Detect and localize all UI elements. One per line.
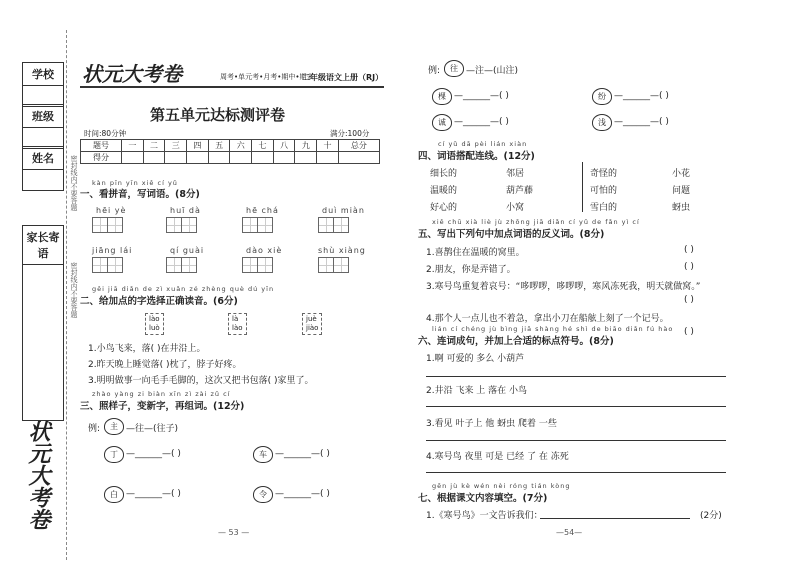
score-cell[interactable]: [317, 152, 339, 164]
q1-grid[interactable]: [92, 217, 122, 233]
score-head: 四: [187, 140, 209, 152]
q2-option-c: juè jiào: [302, 313, 322, 335]
q6-title: 六、连词成句，并加上合适的标点符号。(8分): [418, 336, 614, 347]
q4-divider: [582, 162, 583, 212]
grade-text: 二年级语文上册（RJ）: [302, 73, 384, 82]
q1-grid[interactable]: [166, 257, 196, 273]
q1-py-2: huī dà: [170, 206, 201, 215]
q2-pinyin: gěi jiā diǎn de zì xuǎn zé zhèng què dú yīn: [92, 285, 275, 293]
q2-line-1: 1.小鸟飞来，落( )在井沿上。: [88, 344, 206, 354]
q3-answer-1[interactable]: —______—( ): [126, 449, 181, 459]
score-table: [80, 139, 380, 164]
q1-title: 一、看拼音，写词语。(8分): [80, 189, 200, 200]
q6-answer-1[interactable]: [426, 376, 726, 377]
q4-r1-1[interactable]: 奇怪的: [590, 169, 618, 179]
q4-left-3[interactable]: 好心的: [430, 203, 458, 213]
seal-text-2: 密封线内不要答题: [70, 262, 78, 318]
q3-answer-2[interactable]: —______—( ): [275, 449, 330, 459]
q5-paren-2[interactable]: ( ): [684, 262, 694, 272]
score-cell[interactable]: [273, 152, 295, 164]
q3-pinyin: zhào yàng zi biàn xīn zì zài zǔ cí: [92, 390, 231, 398]
r-peach-4: 浅: [592, 114, 612, 131]
q6-line-1: 1.啊 可爱的 多么 小葫芦: [426, 354, 525, 364]
q3-peach-1: 丁: [104, 446, 124, 463]
q2-option-a: lào luò: [145, 313, 164, 335]
q4-r2-2[interactable]: 问题: [672, 186, 691, 196]
q4-r2-3[interactable]: 蚜虫: [672, 203, 691, 213]
score-cell[interactable]: [187, 152, 209, 164]
q6-answer-3[interactable]: [426, 440, 726, 441]
school-label: 学校: [23, 63, 63, 86]
q7-title: 七、根据课文内容填空。(7分): [418, 493, 548, 504]
q3-answer-3[interactable]: —______—( ): [126, 489, 181, 499]
page-number-right: —54—: [556, 528, 583, 537]
score-cell[interactable]: [252, 152, 274, 164]
score-cell[interactable]: [208, 152, 230, 164]
q1-pinyin: kàn pīn yīn xiě cí yǔ: [92, 179, 178, 187]
q1-grid[interactable]: [242, 257, 272, 273]
q5-line-1: 1.喜鹊住在温暖的窝里。: [426, 248, 525, 258]
score-head: 五: [208, 140, 230, 152]
score-head: 总分: [338, 140, 379, 152]
q4-mid-2[interactable]: 葫芦藤: [506, 186, 534, 196]
q1-py-4: duì miàn: [322, 206, 365, 215]
score-head: 八: [273, 140, 295, 152]
q3-example-peach: 主: [104, 418, 124, 435]
brand-logo: 状元大考卷: [82, 62, 182, 86]
q1-py-8: shù xiàng: [318, 246, 366, 255]
q4-mid-1[interactable]: 邻居: [506, 169, 525, 179]
q1-py-1: hēi yè: [96, 206, 127, 215]
q1-py-7: dào xiè: [246, 246, 283, 255]
q7-pinyin: gēn jù kè wén nèi róng tián kòng: [432, 482, 571, 490]
r-peach-3: 诚: [432, 114, 452, 131]
q7-answer-1[interactable]: [540, 518, 690, 519]
score-cell[interactable]: [121, 152, 143, 164]
q1-grid[interactable]: [166, 217, 196, 233]
r-peach-1: 棵: [432, 88, 452, 105]
full-score-text: 满分:100分: [330, 129, 370, 138]
q7-score: (2分): [700, 511, 722, 521]
q3-answer-4[interactable]: —______—( ): [275, 489, 330, 499]
score-head: 七: [252, 140, 274, 152]
name-box: [22, 146, 64, 191]
score-label: 得分: [81, 152, 122, 164]
q3-example-text: —往—(往子): [126, 424, 179, 434]
page-title: 第五单元达标测评卷: [150, 106, 286, 124]
r-example-text: —注—(山注): [466, 66, 519, 76]
q6-line-4: 4.寒号鸟 夜里 可是 已经 了 在 冻死: [426, 452, 569, 462]
q4-mid-3[interactable]: 小窝: [506, 203, 525, 213]
q4-left-2[interactable]: 温暖的: [430, 186, 458, 196]
q5-pinyin: xiě chū xià liè jù zhōng jiā diǎn cí yǔ de fǎn yì cí: [432, 218, 640, 226]
q5-line-3: 3.寒号鸟重复着哀号：“哆啰啰，哆啰啰，寒风冻死我，明天就做窝。”: [426, 282, 701, 292]
q1-grid[interactable]: [92, 257, 122, 273]
score-head: 九: [295, 140, 317, 152]
q5-paren-1[interactable]: ( ): [684, 245, 694, 255]
score-head: 二: [143, 140, 165, 152]
q6-line-3: 3.看见 叶子上 他 蚜虫 爬着 一些: [426, 419, 557, 429]
side-logo: 状元大考卷: [25, 420, 50, 530]
q2-line-2: 2.昨天晚上睡觉落( )枕了，脖子好疼。: [88, 360, 242, 370]
parent-label: 家长寄语: [23, 226, 63, 265]
q5-line-4: 4.那个人一点儿也不着急，拿出小刀在船舷上刻了一个记号。: [426, 314, 669, 324]
score-head: 三: [165, 140, 187, 152]
q4-r1-3[interactable]: 雪白的: [590, 203, 618, 213]
q1-grid[interactable]: [318, 257, 348, 273]
parent-box: [22, 225, 64, 421]
q3-example-label: 例:: [88, 424, 101, 434]
q4-left-1[interactable]: 细长的: [430, 169, 458, 179]
score-head: 题号: [81, 140, 122, 152]
q6-answer-2[interactable]: [426, 406, 726, 407]
q5-paren-4[interactable]: ( ): [684, 327, 694, 337]
q4-r2-1[interactable]: 小花: [672, 169, 691, 179]
score-cell[interactable]: [230, 152, 252, 164]
page-number-left: — 53 —: [218, 528, 250, 537]
q3-peach-2: 车: [253, 446, 273, 463]
q1-grid[interactable]: [318, 217, 348, 233]
r-answer-3[interactable]: —______—( ): [454, 117, 509, 127]
q1-grid[interactable]: [242, 217, 272, 233]
seal-line: [66, 30, 67, 560]
q1-py-6: qí guài: [170, 246, 205, 255]
q3-title: 三、照样子，变新字，再组词。(12分): [80, 401, 245, 412]
q2-title: 二、给加点的字选择正确读音。(6分): [80, 296, 238, 307]
q6-answer-4[interactable]: [426, 472, 726, 473]
q4-pinyin: cí yǔ dā pèi lián xiàn: [438, 140, 528, 148]
r-answer-2[interactable]: —______—( ): [614, 91, 669, 101]
series-text: 周考•单元考•月考•期中•期末: [220, 73, 314, 81]
score-cell[interactable]: [143, 152, 165, 164]
r-peach-2: 纷: [592, 88, 612, 105]
seal-text-1: 密封线内不要答题: [70, 155, 78, 211]
school-box: [22, 62, 64, 107]
score-cell[interactable]: [295, 152, 317, 164]
r-example-peach: 往: [444, 60, 464, 77]
score-cell[interactable]: [338, 152, 379, 164]
class-box: [22, 104, 64, 149]
r-answer-1[interactable]: —______—( ): [454, 91, 509, 101]
q2-option-b: là lào: [228, 313, 247, 335]
q1-py-3: hē chá: [246, 206, 279, 215]
r-answer-4[interactable]: —______—( ): [614, 117, 669, 127]
score-head: 一: [121, 140, 143, 152]
q3-peach-4: 令: [253, 486, 273, 503]
score-head: 十: [317, 140, 339, 152]
q5-paren-3[interactable]: ( ): [684, 295, 694, 305]
q6-line-2: 2.井沿 飞来 上 落在 小鸟: [426, 386, 528, 396]
q4-r1-2[interactable]: 可怕的: [590, 186, 618, 196]
q4-title: 四、词语搭配连线。(12分): [418, 151, 535, 162]
score-cell[interactable]: [165, 152, 187, 164]
q3-peach-3: 白: [104, 486, 124, 503]
q5-line-2: 2.朋友，你是弄错了。: [426, 265, 516, 275]
header-rule: [80, 86, 384, 88]
q2-line-3: 3.明明做事一向毛手毛脚的，这次又把书包落( )家里了。: [88, 376, 314, 386]
time-text: 时间:80分钟: [84, 129, 127, 138]
r-example-label: 例:: [428, 66, 441, 76]
score-head: 六: [230, 140, 252, 152]
q1-py-5: jiāng lái: [92, 246, 133, 255]
q6-pinyin: lián cí chéng jù bìng jiā shàng hé shì de biāo diǎn fú hào: [432, 325, 674, 333]
name-label: 姓名: [23, 147, 63, 170]
q7-line-1: 1.《寒号鸟》一文告诉我们：: [426, 511, 543, 521]
q5-title: 五、写出下列句中加点词语的反义词。(8分): [418, 229, 605, 240]
class-label: 班级: [23, 105, 63, 128]
